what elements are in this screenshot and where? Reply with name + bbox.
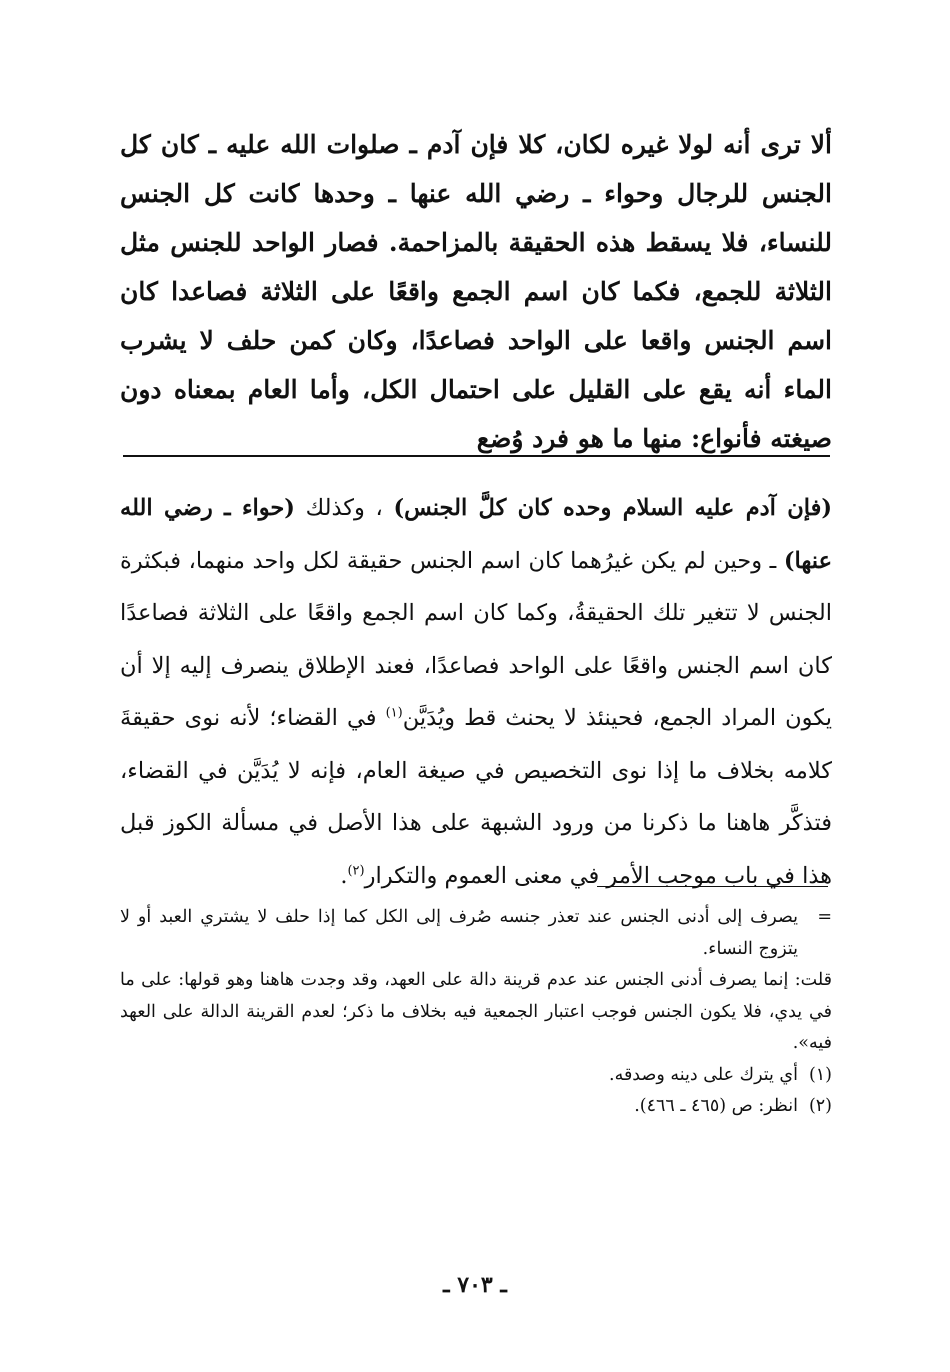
continuation-text: يصرف إلى أدنى الجنس عند تعذر جنسه صُرف إلى الكل كما إذا حلف لا يشتري العبد أو لا يتزوج النساء. [120, 907, 798, 959]
footnote-number-2: (٢) [808, 1096, 832, 1116]
footnote-reference-1: (١) [385, 705, 403, 721]
commentary-text [120, 482, 832, 902]
continuation-mark: = [817, 907, 832, 927]
commentary-quote-2: (حواء ـ رضي الله عنها) [120, 495, 832, 574]
main-paragraph: ألا ترى أنه لولا غيره لكان، كلا فإن آدم ـ صلوات الله عليه ـ كان كل الجنس للرجال وحواء ـ رضي الله عنها ـ وحدها كانت كل الجنس للنساء، فلا يسقط هذه الحقيقة بالمزاحمة. فصار الواحد للجنس مثل الثلاثة للجمع، فكما كان اسم الجمع واقعًا على الثلاثة فصاعدا كان اسم الجنس واقعا على الواحد فصاعدًا، وكان كمن حلف لا يشرب الماء أنه يقع على القليل على احتمال الكل، وأما العام بمعناه دون صيغته فأنواع: منها ما هو فرد وُضع [120, 130, 832, 453]
page-number: ـ ٧٠٣ ـ [443, 1272, 507, 1298]
footnote-text-1: أي يترك على دينه وصدقه. [609, 1064, 798, 1085]
commentary-quote-1: (فإن آدم عليه السلام وحده كان كلَّ الجنس) [393, 495, 833, 521]
footnote-item-1 [120, 1060, 832, 1092]
commentary-paragraph [120, 482, 832, 902]
commentary-text-1: ، وكذلك [305, 495, 383, 521]
footnote-note-paragraph: قلت: إنما يصرف أدنى الجنس عند عدم قرينة دالة على العهد، وقد وجدت هاهنا وهو قولها: على ما في يدي، فلا يكون الجنس فوجب اعتبار الجمعية فيه بخلاف ما ذكر؛ لعدم القرينة الدالة على العهد فيه». [120, 970, 832, 1053]
footnote-continuation [120, 902, 832, 965]
commentary-text-3: في القضاء؛ لأنه نوى حقيقةَ كلامه بخلاف ما إذا نوى التخصيص في صيغة العام، فإنه لا يُدَيَّن في القضاء، فتذكَّر هاهنا ما ذكرنا من ورود الشبهة على هذا الأصل في مسألة الكوز قبل هذا في باب موجب الأمر في معنى العموم والتكرار [120, 705, 832, 889]
footnote-reference-2: (٢) [347, 863, 365, 878]
footnote-text-2: انظر: ص (٤٦٥ ـ ٤٦٦). [634, 1096, 798, 1116]
footnotes-divider [597, 886, 828, 887]
footnote-number-1: (١) [808, 1064, 832, 1085]
main-text [120, 120, 832, 463]
main-text-divider [123, 455, 830, 457]
commentary-text-2: ـ وحين لم يكن غيرُهما كان اسم الجنس حقيقة لكل واحد منهما، فبكثرة الجنس لا تتغير تلك الحقيقةُ، وكما كان اسم الجمع واقعًا على الثلاثة فصاعدًا كان اسم الجنس واقعًا على الواحد فصاعدًا، فعند الإطلاق ينصرف إليه إلا أن يكون المراد الجمع، فحينئذ لا يحنث قط ويُدَيَّن [120, 547, 832, 731]
footnote-item-2 [120, 1091, 832, 1123]
commentary-text-4: . [340, 862, 348, 889]
footnotes [120, 902, 832, 1123]
